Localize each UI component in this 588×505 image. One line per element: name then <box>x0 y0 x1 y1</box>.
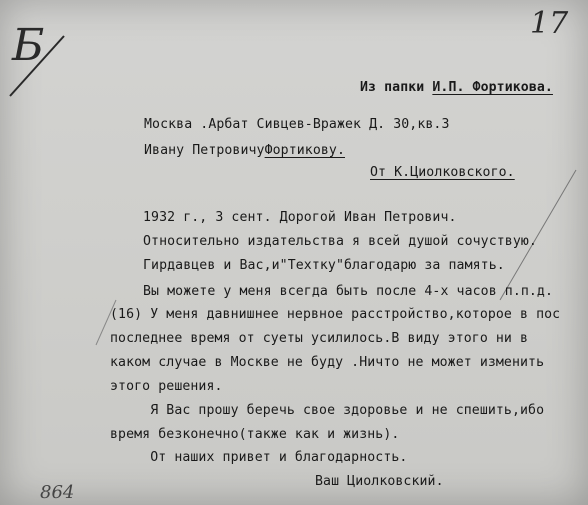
body-line: Гирдавцев и Вас,и"Техтку"благодарю за память. <box>143 258 505 273</box>
body-line: От наших привет и благодарность. <box>110 450 408 465</box>
body-line: Я Вас прошу беречь свое здоровье и не спешить,ибо <box>110 403 545 418</box>
address-line: Москва .Арбат Сивцев-Вражек Д. 30,кв.3 <box>144 117 450 132</box>
sender-line: От К.Циолковского. <box>370 165 515 180</box>
recipient-last-name: Фортикову. <box>264 143 345 158</box>
recipient-first-name: Ивану Петровичу <box>144 143 265 158</box>
body-line: время безконечно(также как и жизнь). <box>110 427 400 442</box>
body-line: последнее время от суеты усилилось.В виду этого ни в <box>110 331 529 346</box>
body-line: Относительно издательства я всей душой сочуствую. <box>143 234 537 249</box>
signature: Ваш Циолковский. <box>315 474 444 489</box>
source-prefix: Из папки <box>360 80 433 95</box>
handwritten-page-number: 17 <box>530 6 569 41</box>
body-line: этого решения. <box>110 379 223 394</box>
body-line: каком случае в Москве не буду .Ничто не может изменить <box>110 355 545 370</box>
handwritten-letter-mark: Б <box>12 20 45 71</box>
source-folder-line <box>360 80 553 95</box>
body-line: (16) У меня давнишнее нервное расстройство,которое в пос <box>110 307 561 322</box>
body-line: 1932 г., 3 сент. Дорогой Иван Петрович. <box>143 210 457 225</box>
body-line: Вы можете у меня всегда быть после 4-х часов п.п.д. <box>143 284 554 299</box>
source-name: И.П. Фортикова. <box>432 80 553 95</box>
recipient-line <box>144 143 345 158</box>
handwritten-archive-number: 864 <box>40 482 75 503</box>
